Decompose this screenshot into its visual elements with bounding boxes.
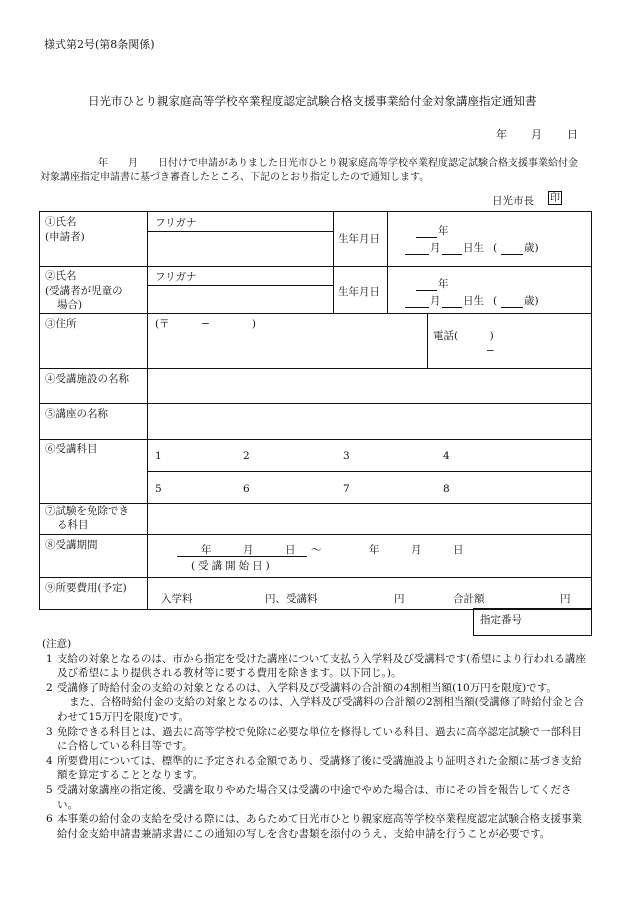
subject-number: 1 [155,450,162,462]
document-title: 日光市ひとり親家庭高等学校卒業程度認定試験合格支援事業給付金対象講座指定通知書 [88,94,537,108]
r2-month: 月 [430,295,441,307]
date-month: 月 [531,128,542,141]
note-number: 5 [46,783,53,796]
subject-number: 3 [343,450,350,462]
r2-birth-label: 生年月日 [338,286,380,298]
subject-number: 4 [443,450,450,462]
r3-phone: 電話( ) [433,330,494,342]
subject-number: 2 [243,450,250,462]
r2-label-child: (受講者が児童の [45,285,123,297]
r9-label: ⑨所要費用(予定) [45,582,127,594]
form-number: 様式第2号(第8条関係) [44,38,155,51]
r1-label-name: ①氏名 [45,216,77,228]
note-item [42,652,590,681]
r1-birth-label: 生年月日 [338,233,380,245]
mayor-label: 日光市長 [492,195,534,207]
note-number: 4 [46,754,53,767]
intro-line-2: 対象講座指定申請書に基づき審査したところ、下記のとおり指定したので通知します。 [40,172,430,183]
note-item [42,681,590,696]
application-table [39,211,592,610]
notes-header: (注意) [42,638,72,650]
r9-yen-tuition: 円、受講料 [265,593,318,605]
r8-tilde: 〜 [311,544,322,556]
note-number: 2 [46,681,53,694]
r7-label-1: ⑦試験を免除でき [45,505,129,517]
subject-number: 8 [443,483,450,495]
r1-furigana: フリガナ [155,217,197,229]
r8-start-date: 年 月 日 [201,544,296,556]
note-text: また、合格時給付金の支給の対象となるのは、入学料及び受講料の合計額の2割相当額(受講修了時給付金と合わせて15万円を限度)です。 [57,696,584,723]
note-text: 本事業の給付金の支給を受ける際には、あらためて日光市ひとり親家庭高等学校卒業程度認定試験合格支援事業給付金支給申請書兼請求書にこの通知の写しを含む書類を添付のうえ、支給申請を行うことが必要です。 [57,813,582,840]
subject-number: 5 [155,483,162,495]
r1-name-field[interactable] [149,233,331,265]
note-text: 支給の対象となるのは、市から指定を受けた講座について支払う入学料及び受講料です(希望により行われる講座及び希望により提供される教材等に要する費用を除きます。以下同じ。)。 [57,652,586,680]
r9-total: 合計額 [453,593,485,605]
r1-age-open: ( [493,242,498,254]
r1-month: 月 [430,242,441,254]
subject-number: 6 [243,483,250,495]
r6-label: ⑥受講科目 [45,443,98,455]
r1-label-applicant: (申請者) [45,231,85,243]
r3-phone-dash: − [486,345,495,357]
date-year: 年 [496,128,507,141]
designation-label: 指定番号 [480,614,522,626]
note-text: 免除できる科目とは、過去に高等学校で免除に必要な単位を修得している科目、過去に高卒認定試験で一部科目に合格している科目等です。 [57,725,582,753]
r1-day: 日生 [463,242,484,254]
note-text: 受講対象講座の指定後、受講を取りやめた場合又は受講の中途でやめた場合は、市にその旨を報告してください。 [57,783,572,811]
r4-label: ④受講施設の名称 [45,373,129,385]
r1-age-close: 歳) [524,242,539,254]
note-text: 受講修了時給付金の支給の対象となるのは、入学料及び受講料の合計額の4割相当額(10万円を限度)です。 [57,681,557,694]
mayor-seal-text: 印 [550,193,560,204]
r2-age-open: ( [493,295,498,307]
r8-end-date: 年 月 日 [369,544,464,556]
note-text: 所要費用については、標準的に予定される金額であり、受講修了後に受講施設より証明された金額に基づき支給額を算定することとなります。 [57,754,582,782]
mayor-seal [548,191,562,205]
r9-yen-2: 円 [394,593,405,605]
designation-number-box [473,608,592,636]
r9-admission: 入学料 [161,593,193,605]
intro-line-1: 年 月 日付けで申請がありました日光市ひとり親家庭高等学校卒業程度認定試験合格支援事業給付金 [98,158,578,169]
r9-yen-total: 円 [560,593,571,605]
r3-postal: (〒 − ) [155,318,256,330]
date-day: 日 [567,128,578,141]
note-item [42,725,590,754]
note-item [42,695,590,724]
r7-label-2: る科目 [57,519,89,531]
note-item [42,754,590,783]
r2-year: 年 [438,278,449,290]
note-number: 6 [46,813,53,826]
note-number: 3 [46,725,53,738]
r3-label: ③住所 [45,318,77,330]
r1-year: 年 [438,225,449,237]
r2-furigana: フリガナ [155,271,197,283]
r2-label-name: ②氏名 [45,270,77,282]
note-item [42,812,590,841]
r2-name-field[interactable] [149,287,331,312]
note-item [42,783,590,812]
r8-start-note: (受講開始日) [191,560,273,572]
r8-label: ⑧受講期間 [45,539,98,551]
r2-day: 日生 [463,295,484,307]
notes-section [42,637,590,841]
r5-label: ⑤講座の名称 [45,408,108,420]
r2-age-close: 歳) [524,295,539,307]
note-number: 1 [46,652,53,665]
subject-number: 7 [343,483,350,495]
r2-label-case: 場合) [57,299,83,311]
